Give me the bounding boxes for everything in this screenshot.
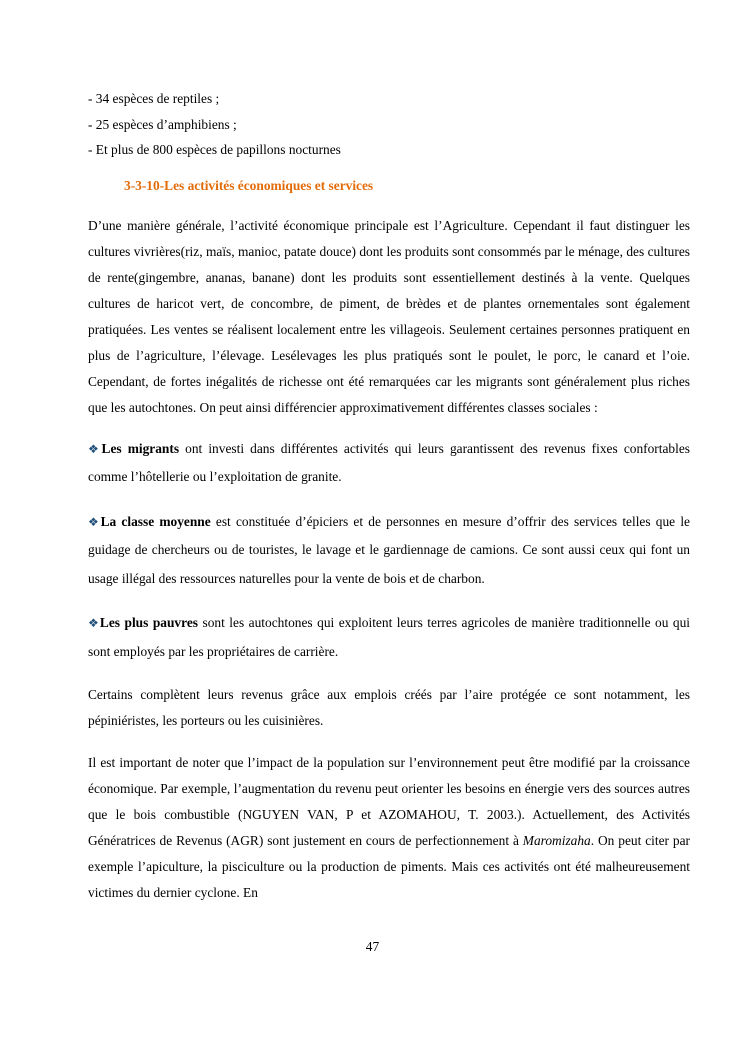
list-item-moths: - Et plus de 800 espèces de papillons nocturnes (88, 142, 341, 157)
bullet-text: ont investi dans différentes activités qui leurs garantissent des revenus fixes confortables comme l’hôtellerie ou l’exploitation de granite. (88, 440, 690, 484)
page-content (88, 86, 690, 906)
bullet-middle-class (88, 508, 690, 594)
paragraph-economic-activities: D’une manière générale, l’activité économique principale est l’Agriculture. Cependant il faut distinguer les cultures vivrières(riz, maïs, manioc, patate douce) dont les produits sont consommés par le ménage, des cultures de rente(gingembre, ananas, banane) dont les produits sont essentiellement destinés à la vente. Quelques cultures de haricot vert, de concombre, de piment, de brèdes et de plantes ornementales sont également pratiquées. Les ventes se réalisent localement entre les villageois. Seulement certaines personnes pratiquent en plus de l’agriculture, l’élevage. Lesélevages les plus pratiqués sont le poulet, le porc, le canard et l’oie. Cependant, de fortes inégalités de richesse ont été remarquées car les migrants sont généralement plus riches que les autochtones. On peut ainsi différencier approximativement différentes classes sociales : (88, 217, 690, 415)
bullet-title: Les migrants (101, 440, 180, 456)
list-item-amphibians: - 25 espèces d’amphibiens ; (88, 116, 237, 132)
section-heading: 3-3-10-Les activités économiques et services (124, 177, 374, 193)
bullet-text: est constituée d’épiciers et de personnes en mesure d’offrir des services telles que le guidage de chercheurs ou de touristes, le lavage et le gardiennage de camions. Ce sont aussi ceux qui font un usage illégal des ressources naturelles pour la vente de bois et de charbon. (88, 513, 690, 586)
paragraph-text-before: Il est important de noter que l’impact de la population sur l’environnement peut être modifié par la croissance économique. Par exemple, l’augmentation du revenu peut orienter les besoins en énergie vers des sources autres que le bois combustible (NGUYEN VAN, P et AZOMAHOU, T. 2003.). Actuellement, des Activités Génératrices de Revenus (AGR) sont justement en cours de perfectionnement à (88, 755, 690, 848)
list-item-reptiles: - 34 espèces de reptiles ; (88, 91, 220, 106)
place-name-italic: Maromizaha (522, 833, 591, 848)
bullet-migrants (88, 435, 690, 492)
paragraph-protected-area-jobs: Certains complètent leurs revenus grâce aux emplois créés par l’aire protégée ce sont notamment, les pépiniéristes, les porteurs ou les cuisinières. (88, 687, 690, 728)
bullet-poorest (88, 609, 690, 666)
paragraph-economic-growth (88, 750, 690, 906)
diamond-bullet-icon: ❖ (88, 514, 101, 529)
bullet-title: Les plus pauvres (99, 615, 198, 630)
diamond-bullet-icon: ❖ (88, 616, 100, 630)
diamond-bullet-icon: ❖ (88, 441, 102, 456)
bullet-title: La classe moyenne (100, 513, 211, 529)
paragraph-text-after: . On peut citer par exemple l’apiculture, la pisciculture ou la production de piments. Mais ces activités ont été malheureusement victimes du dernier cyclone. En (88, 833, 690, 900)
page-number: 47 (365, 939, 380, 954)
bullet-text: sont les autochtones qui exploitent leurs terres agricoles de manière traditionnelle ou qui sont employés par les propriétaires de carrière. (88, 615, 691, 659)
